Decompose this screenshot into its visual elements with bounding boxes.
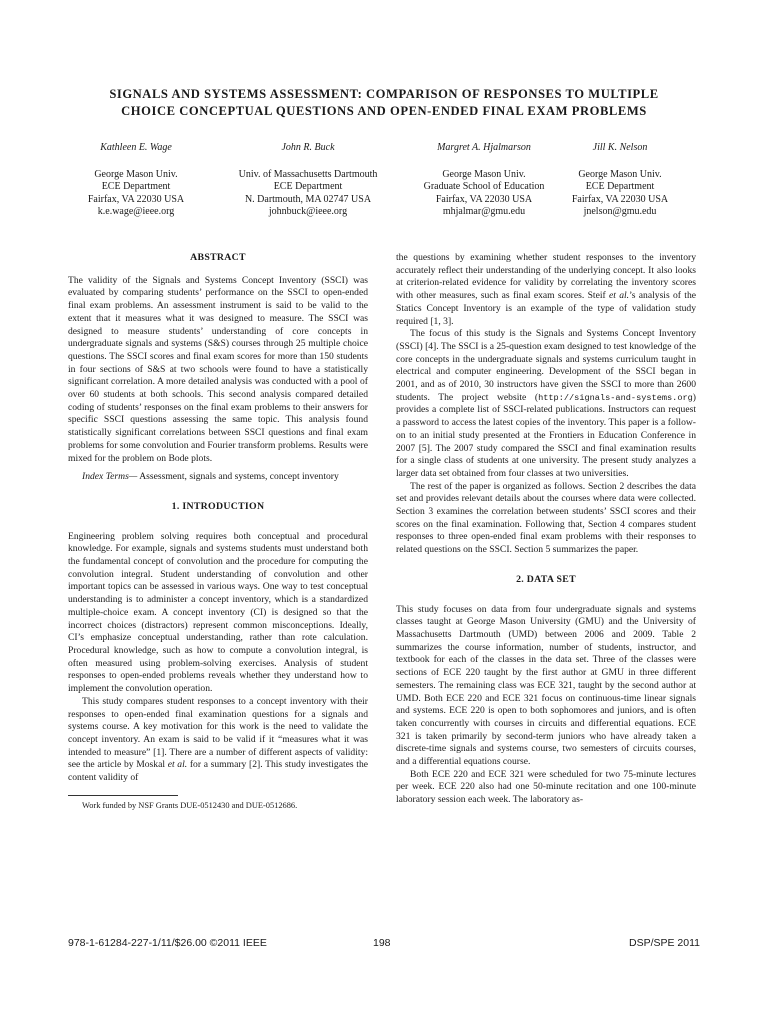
right-column xyxy=(396,252,696,807)
author-name: Jill K. Nelson xyxy=(592,142,648,153)
data-set-paragraph-2: Both ECE 220 and ECE 321 were scheduled for two 75-minute lectures per week. ECE 220 also had one 50-minute recitation and one 100-minute laboratory session each week. The laboratory as- xyxy=(396,768,696,806)
right-p2-text-a: The focus of this study is the Signals and Systems Concept Inventory (SSCI) [4]. The SSCI is a 25-question exam designed to test knowledge of the core concepts in the undergraduate signals and systems curriculum taught in electrical and computer engineering. Development of the SSCI began in 2001, and as of 2010, 30 instructors have given the SSCI to more than 2600 students. The project website ( xyxy=(396,328,696,403)
author-department: ECE Department xyxy=(101,181,171,192)
abstract-text: The validity of the Signals and Systems Concept Inventory (SSCI) was evaluated by comparing students’ performance on the SSCI to open-ended final exam problems. An assessment instrument is said to be valid to the extent that it measures what it was designed to measure. The SSCI was designed to measure students’ understanding of core concepts in undergraduate signals and systems (S&S) courses through 25 multiple choice questions. The SSCI scores and final exam scores for more than 150 students in four sections of S&S at two schools were found to have a statistically significant correlation. A more detailed analysis was conducted with a pool of over 60 students at both schools. This second analysis compared detailed coding of students’ responses on the final exam problems to their answers for specific SSCI questions assessing the same topic. This analysis found statistically significant correlations between SSCI questions and final exam problems for some convolution and Fourier transform problems. Results were mixed for the problem on Bode plots. xyxy=(68,274,368,464)
author-affiliation: Univ. of Massachusetts Dartmouth xyxy=(238,168,378,180)
footer-isbn: 978-1-61284-227-1/11/$26.00 ©2011 IEEE xyxy=(68,937,267,949)
author-address: Fairfax, VA 22030 USA xyxy=(571,193,669,205)
intro-p2-etal: et al. xyxy=(167,759,188,771)
title-line-2: CHOICE CONCEPTUAL QUESTIONS AND OPEN-ENDED FINAL EXAM PROBLEMS xyxy=(121,104,647,118)
left-column xyxy=(68,252,368,812)
title-line-1: SIGNALS AND SYSTEMS ASSESSMENT: COMPARISON OF RESPONSES TO MULTIPLE xyxy=(109,87,659,101)
author-name: John R. Buck xyxy=(281,142,335,153)
index-terms xyxy=(68,471,368,484)
right-p1-etal: et al. xyxy=(609,290,630,302)
author-department: ECE Department xyxy=(585,181,655,192)
author-department: Graduate School of Education xyxy=(423,181,545,192)
right-paragraph-1 xyxy=(396,252,696,328)
right-p1-text-b: ’s analysis of the Statics Concept Inventory is an example of the type of validation study required [1, 3]. xyxy=(396,290,697,327)
section-heading-data-set: 2. DATA SET xyxy=(516,573,576,585)
footer-conference: DSP/SPE 2011 xyxy=(628,937,700,949)
section-heading-introduction: 1. INTRODUCTION xyxy=(171,500,265,512)
index-terms-text: Assessment, signals and systems, concept inventory xyxy=(137,471,339,483)
right-paragraph-3: The rest of the paper is organized as follows. Section 2 describes the data set and provides relevant details about the courses where data were collected. Section 3 examines the correlation between students’ SSCI scores and their scores on the final examination. Following that, Section 4 compares student responses to three open-ended final exam problems with their responses to related questions on the SSCI. Section 5 summarizes the paper. xyxy=(396,480,696,556)
right-p2-text-b: ) provides a complete list of SSCI-related publications. Instructors can request a password to access the latest copies of the inventory. This paper is a follow-on to an initial study presented at the Frontiers in Education Conference in 2007 [5]. The 2007 study compared the SSCI and final examination results for a single class of students at one university. The present study analyzes a larger data set obtained from four classes at two universities. xyxy=(396,391,696,479)
author-name: Margret A. Hjalmarson xyxy=(437,142,531,153)
author-name: Kathleen E. Wage xyxy=(100,142,172,153)
footnote-divider xyxy=(68,795,178,796)
intro-p2-text-b: for a summary [2]. This study investigates the content validity of xyxy=(68,759,369,784)
author-department: ECE Department xyxy=(273,181,343,192)
author-email: johnbuck@ieee.org xyxy=(268,206,348,217)
author-address: N. Dartmouth, MA 02747 USA xyxy=(244,193,372,205)
author-affiliation: George Mason Univ. xyxy=(578,168,662,180)
right-p1-text-a: the questions by examining whether student responses to the inventory accurately reflect their understanding of the underlying concept. It also looks at criterion-related evidence for validity by correlating the inventory scores with other measures, such as final exam scores. Steif xyxy=(396,252,696,302)
page-number: 198 xyxy=(373,937,391,949)
abstract-heading: ABSTRACT xyxy=(190,252,246,263)
index-terms-label: Index Terms— xyxy=(82,471,138,483)
project-website-link[interactable]: http://signals-and-systems.org xyxy=(538,392,693,403)
author-block xyxy=(30,142,738,232)
right-paragraph-2 xyxy=(396,328,696,480)
author-email: mhjalmar@gmu.edu xyxy=(442,206,526,217)
intro-p2-text-a: This study compares student responses to a concept inventory with their responses to open-ended final examination questions for a signals and systems course. A key motivation for this work is the need to validate the concept inventory. An exam is said to be valid if it “measures what it was intended to measure” [1]. There are a number of different aspects of validity: see the article by Moskal xyxy=(68,695,368,771)
author-address: Fairfax, VA 22030 USA xyxy=(87,193,185,205)
paper-title xyxy=(40,86,728,120)
intro-paragraph-1: Engineering problem solving requires both conceptual and procedural knowledge. For example, signals and systems students must understand both the fundamental concept of convolution and the procedure for computing the convolution integral. Student understanding of convolution and other important topics can be assessed in various ways. One way to test conceptual understanding is to administer a concept inventory, which is a standardized multiple-choice exam. A concept inventory (CI) is designed so that the incorrect choices (distractors) represent common misconceptions. Ideally, CI’s emphasize conceptual understanding, rather than rote calculation. Procedural knowledge, such as how to compute a convolution integral, is often measured using problem-solving exercises. Analysis of student responses to open-ended problems reveals whether they understand how to implement the convolution operation. xyxy=(68,530,368,695)
footnote: Work funded by NSF Grants DUE-0512430 and DUE-0512686. xyxy=(82,800,298,810)
author-affiliation: George Mason Univ. xyxy=(442,168,526,180)
author-address: Fairfax, VA 22030 USA xyxy=(435,193,533,205)
author-email: k.e.wage@ieee.org xyxy=(97,206,175,217)
author-1 xyxy=(36,142,236,219)
author-2 xyxy=(208,142,408,219)
author-4 xyxy=(520,142,720,219)
intro-paragraph-2 xyxy=(68,696,368,785)
author-affiliation: George Mason Univ. xyxy=(94,168,178,180)
author-email: jnelson@gmu.edu xyxy=(583,206,657,217)
data-set-paragraph-1: This study focuses on data from four undergraduate signals and systems classes taught at George Mason University (GMU) and the University of Massachusetts Dartmouth (UMD) between 2006 and 2009. Table 2 summarizes the course information, number of students, instructor, and textbook for each of the classes in the data set. Three of the classes were sections of ECE 220 taught by the first author at GMU in three different semesters. The remaining class was ECE 321, taught by the second author at UMD. Both ECE 220 and ECE 321 focus on continuous-time linear signals and systems. ECE 220 is open to both sophomores and juniors, and is often taken concurrently with courses in circuits and differential equations. ECE 321 is taken primarily by second-term juniors who have already taken a discrete-time signals and systems course, two semesters of circuits courses, and a differential equations course. xyxy=(396,603,696,768)
